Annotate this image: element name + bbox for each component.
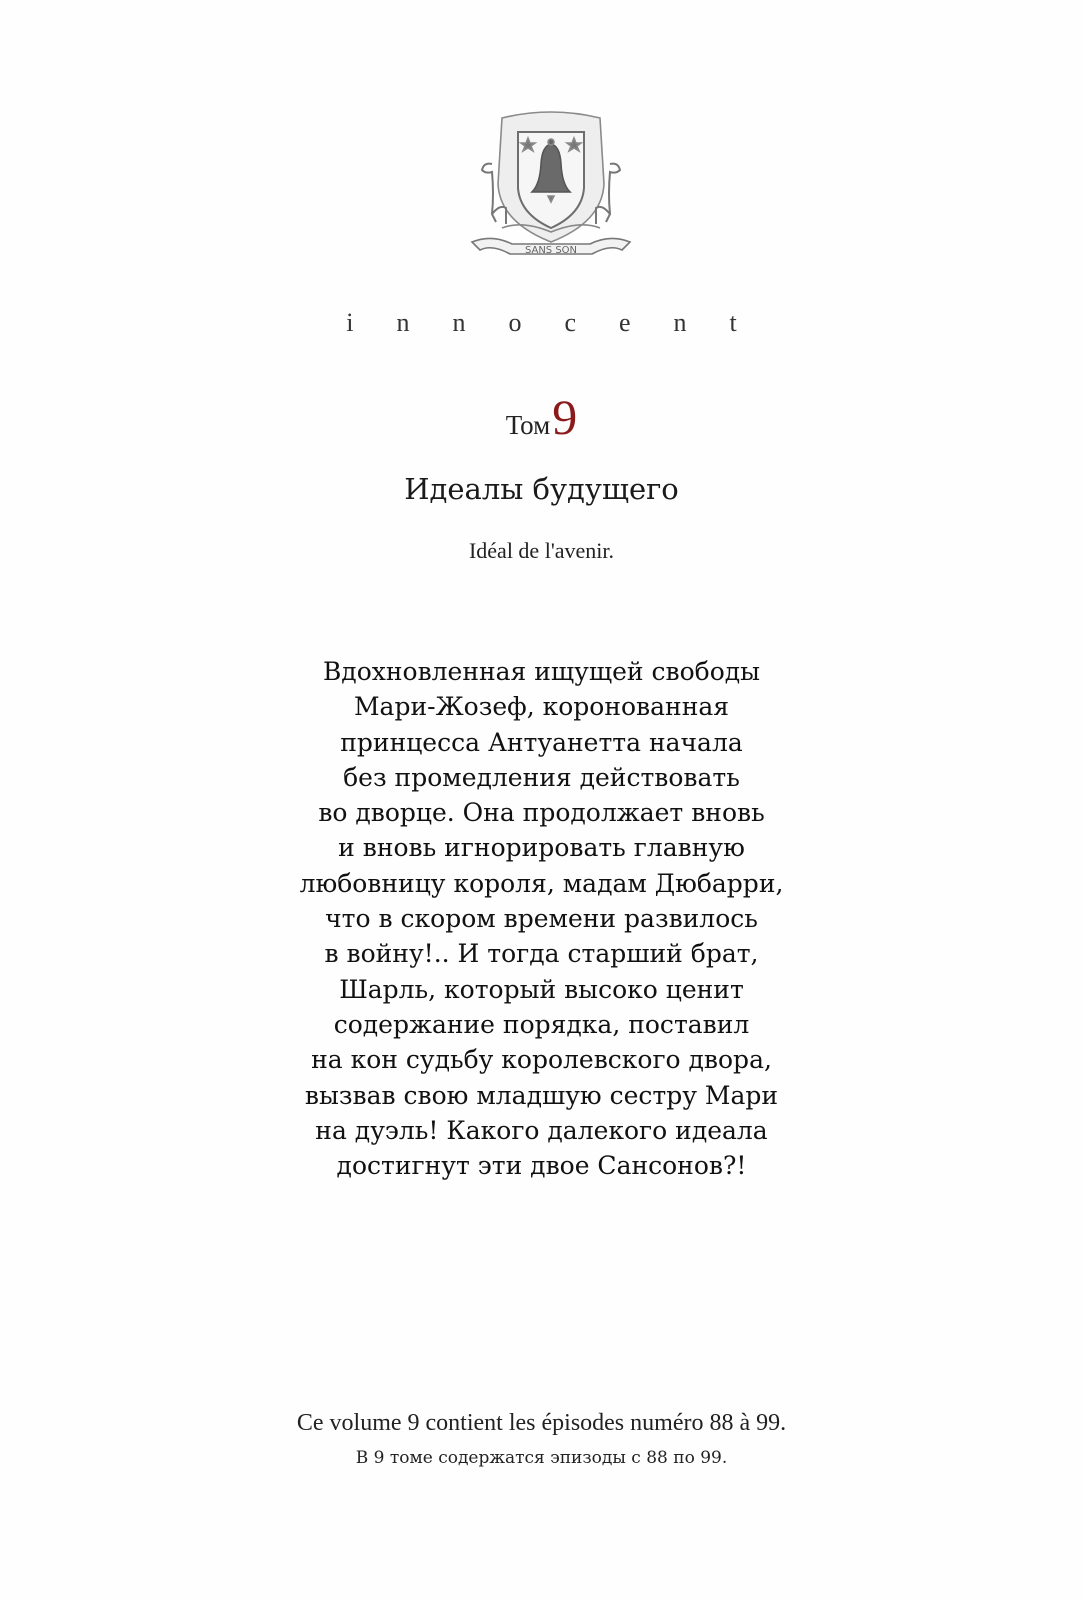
coat-of-arms-emblem [462,104,640,282]
synopsis-line: и вновь игнорировать главную [338,833,745,863]
synopsis-line: достигнут эти двое Сансонов?! [336,1151,747,1181]
synopsis-line: Мари-Жозеф, коронованная [353,692,730,722]
synopsis-text [0,654,1083,1183]
synopsis-line: вызвав свою младшую сестру Мари [304,1080,779,1110]
synopsis-line: на дуэль! Какого далекого идеала [315,1115,768,1145]
episode-note-french: Ce volume 9 contient les épisodes numéro 88 à 99. [296,1410,787,1436]
synopsis-line: в войну!.. И тогда старший брат, [324,939,759,969]
synopsis-line: Шарль, который высоко ценит [339,974,744,1004]
volume-heading [0,388,1083,446]
synopsis-line: любовницу короля, мадам Дюбарри, [299,868,784,898]
crest-motto: SANS SON [524,245,578,256]
synopsis-line: Вдохновленная ищущей свободы [322,657,761,686]
synopsis-line: на кон судьбу королевского двора, [311,1045,772,1075]
synopsis-line: что в скором времени развилось [325,904,758,934]
volume-title-russian: Идеалы будущего [404,472,679,506]
volume-number: 9 [552,389,578,445]
synopsis-line: содержание порядка, поставил [333,1009,750,1039]
synopsis-line: принцесса Антуанетта начала [340,727,743,757]
volume-title-french: Idéal de l'avenir. [468,538,615,563]
volume-label: Том [505,410,551,440]
series-title: innocent [346,308,780,337]
synopsis-line: во дворце. Она продолжает вновь [318,798,765,828]
synopsis-line: без промедления действовать [343,762,740,792]
episode-note-russian: В 9 томе содержатся эпизоды с 88 по 99. [355,1448,728,1468]
